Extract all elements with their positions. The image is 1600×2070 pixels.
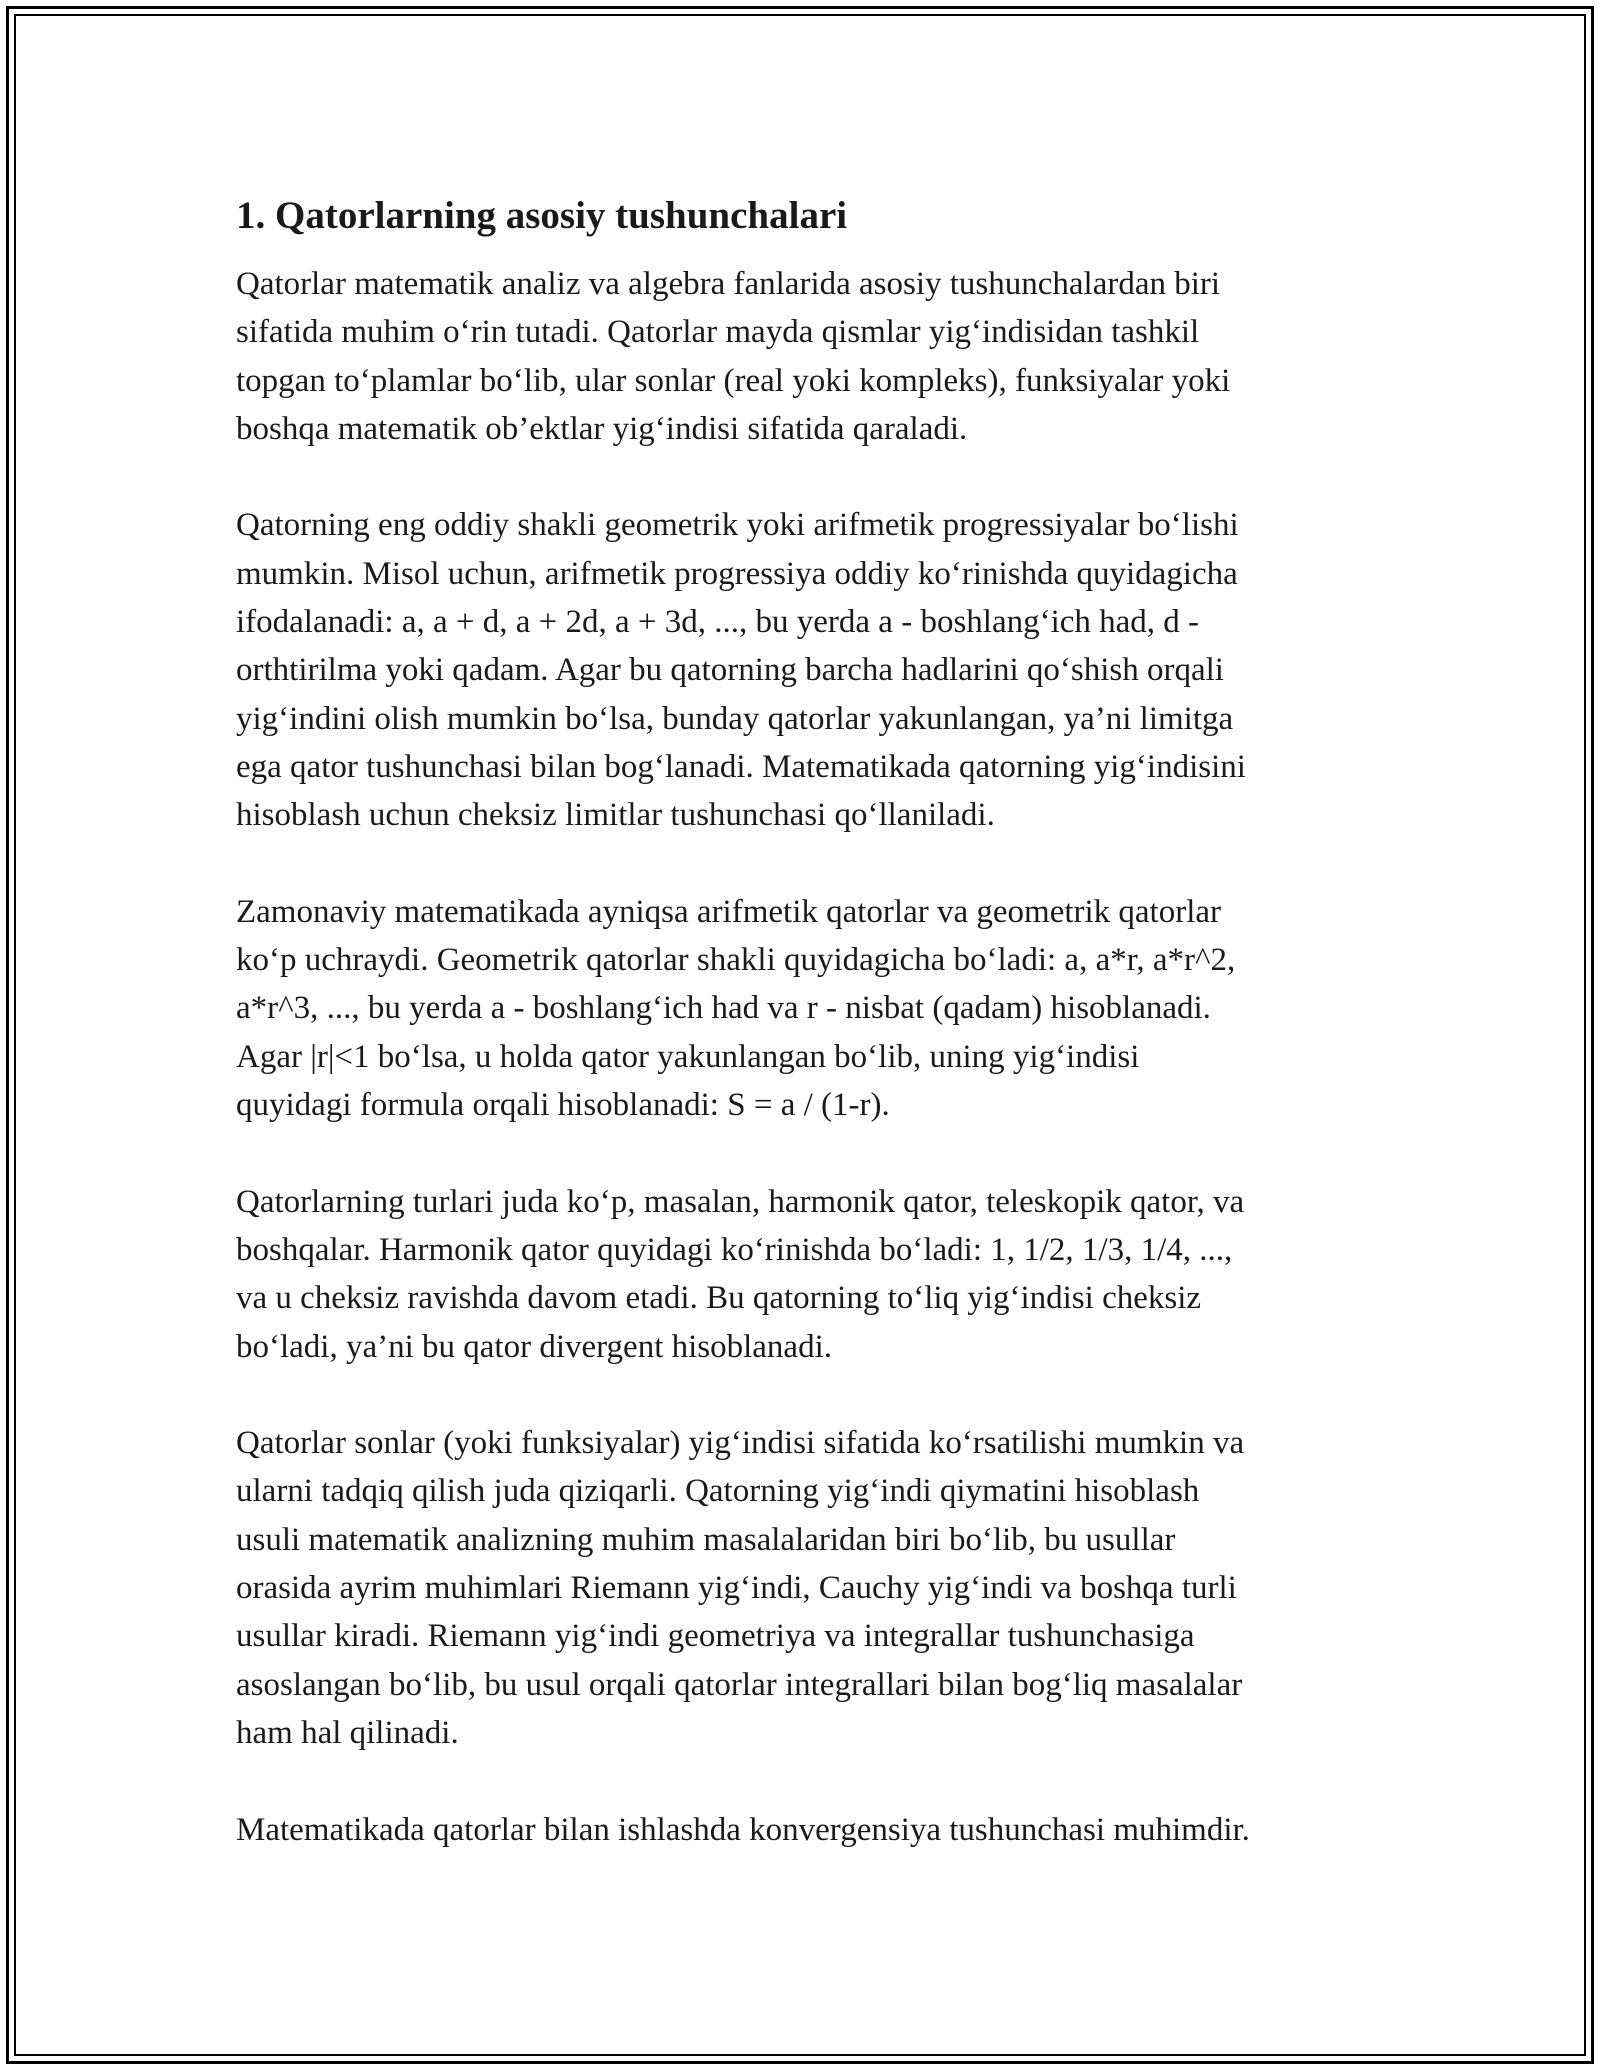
section-heading: 1. Qatorlarning asosiy tushunchalari [236, 194, 848, 237]
paragraph-summation-methods: Qatorlar sonlar (yoki funksiyalar) yig‘indisi sifatida ko‘rsatilishi mumkin va ularni tadqiq qilish juda qiziqarli. Qatorning yig‘indi qiymatini hisoblash usuli matematik analizning muhim masalalaridan biri bo‘lib, bu usullar orasida ayrim muhimlari Riemann yig‘indi, Cauchy yig‘indi va boshqa turli usullar kiradi. Riemann yig‘indi geometriya va integrallar tushunchasiga asoslangan bo‘lib, bu usul orqali qatorlar integrallari bilan bog‘liq masalalar ham hal qilinadi. [236, 1425, 1245, 1751]
paragraph-geometric-series: Zamonaviy matematikada ayniqsa arifmetik qatorlar va geometrik qatorlar ko‘p uchraydi. Geometrik qatorlar shakli quyidagicha bo‘ladi: a, a*r, a*r^2, a*r^3, ..., bu yerda a - boshlang‘ich had va r - nisbat (qadam) hisoblanadi. Agar |r|<1 bo‘lsa, u holda qator yakunlangan bo‘lib, uning yig‘indisi quyidagi formula orqali hisoblanadi: S = a / (1-r). [236, 893, 1236, 1124]
paragraph-intro: Qatorlar matematik analiz va algebra fanlarida asosiy tushunchalardan biri sifatida muhim o‘rin tutadi. Qatorlar mayda qismlar yig‘indisidan tashkil topgan to‘plamlar bo‘lib, ular sonlar (real yoki kompleks), funksiyalar yoki boshqa matematik ob’ektlar yig‘indisi sifatida qaraladi. [236, 266, 1231, 447]
paragraph-convergence: Matematikada qatorlar bilan ishlashda konvergensiya tushunchasi muhimdir. [236, 1811, 1250, 1848]
document-body [236, 186, 1386, 1854]
paragraph-arithmetic-progression: Qatorning eng oddiy shakli geometrik yoki arifmetik progressiyalar bo‘lishi mumkin. Misol uchun, arifmetik progressiya oddiy ko‘rinishda quyidagicha ifodalanadi: a, a + d, a + 2d, a + 3d, ..., bu yerda a - boshlang‘ich had, d - orthtirilma yoki qadam. Agar bu qatorning barcha hadlarini qo‘shish orqali yig‘indini olish mumkin bo‘lsa, bunday qatorlar yakunlangan, ya’ni limitga ega qator tushunchasi bilan bog‘lanadi. Matematikada qatorning yig‘indisini hisoblash uchun cheksiz limitlar tushunchasi qo‘llaniladi. [236, 507, 1246, 834]
paragraph-harmonic-series: Qatorlarning turlari juda ko‘p, masalan, harmonik qator, teleskopik qator, va boshqalar. Harmonik qator quyidagi ko‘rinishda bo‘ladi: 1, 1/2, 1/3, 1/4, ..., va u cheksiz ravishda davom etadi. Bu qatorning to‘liq yig‘indisi cheksiz bo‘ladi, ya’ni bu qator divergent hisoblanadi. [236, 1183, 1245, 1365]
